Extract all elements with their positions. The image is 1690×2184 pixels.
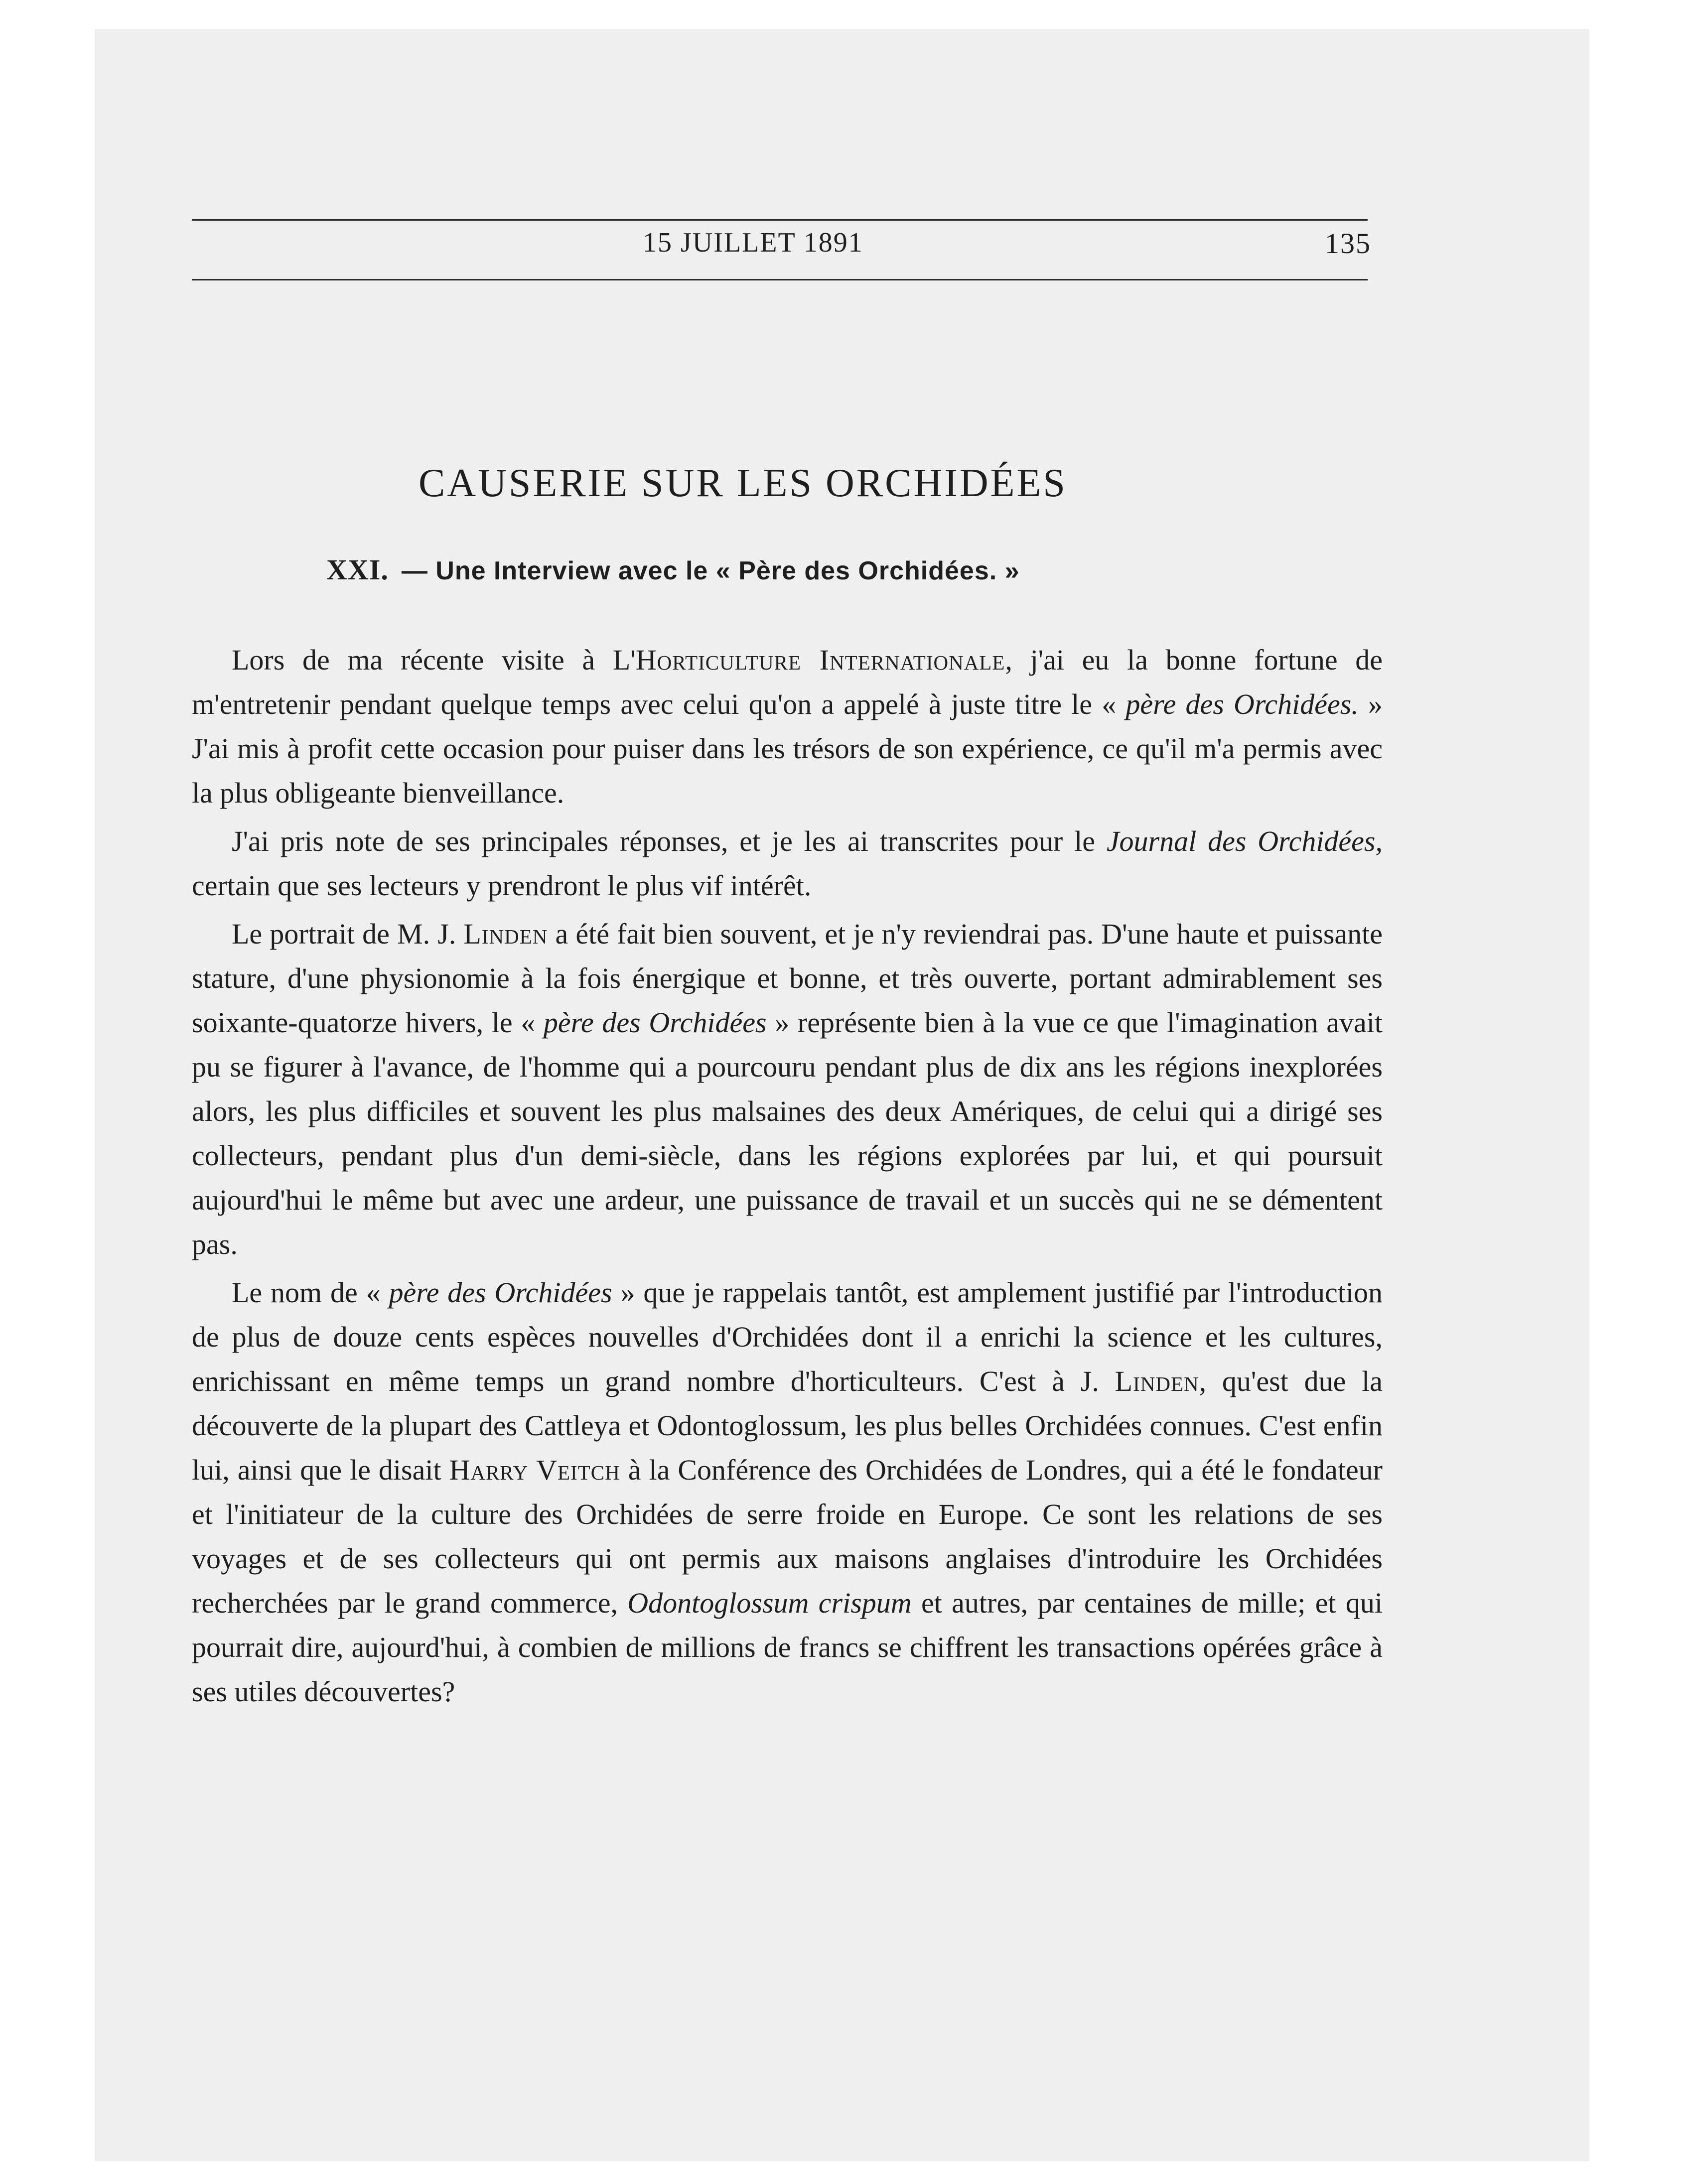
- text-run: à la Conférence des Orchidées de Londres, qui a été le fondateur et l'initiateur de la culture des Orchidées de serre froide en Europe. Ce sont les relations de ses voyages et de ses collecteurs qui ont permis aux maisons anglaises d'introduire les Orchidées recherchées par le grand commerce,: [192, 1454, 1383, 1619]
- text-run: Lors de ma récente visite à L': [232, 644, 636, 676]
- section-number: XXI.: [326, 553, 389, 586]
- running-header-date: 15 JUILLET 1891: [643, 227, 863, 258]
- text-run: » que je rappelais tantôt, est amplement justifié par l'introduction de plus de douze cents espèces nouvelles d'Orchidées dont il a enrichi la science et les cultures, enrichissant en même temps un grand nombre d'horticulteurs. C'est à J.: [192, 1276, 1383, 1397]
- text-run: Le portrait de M. J.: [232, 918, 464, 950]
- article-subtitle: [326, 553, 1020, 586]
- person-name: Linden: [1115, 1365, 1199, 1397]
- text-run: J'ai pris note de ses principales réponses, et je les ai transcrites pour le: [232, 825, 1107, 857]
- text-run: Le nom de «: [232, 1276, 389, 1309]
- header-top-rule: [192, 219, 1368, 221]
- page-number: 135: [1325, 227, 1371, 260]
- journal-title: Journal des Orchidées,: [1106, 825, 1383, 857]
- italic-run: père des Orchidées: [389, 1276, 612, 1309]
- article-title: CAUSERIE SUR LES ORCHIDÉES: [419, 461, 1067, 505]
- text-run: , qu'est due la découverte de la plupart des Cattleya et Odontoglossum, les plus belles Orchidées connues. C'est enfin lui, ainsi que le disait: [192, 1365, 1383, 1486]
- italic-run: père des Orchidées: [543, 1006, 767, 1039]
- paragraph-1: [192, 638, 1383, 815]
- text-run: a été fait bien souvent, et je n'y reviendrai pas. D'une haute et puissante stature, d'une physionomie à la fois énergique et bonne, et très ouverte, portant admirablement ses soixante-quatorze hivers, le «: [192, 918, 1383, 1039]
- text-run: et autres, par centaines de mille; et qui pourrait dire, aujourd'hui, à combien de millions de francs se chiffrent les transactions opérées grâce à ses utiles découvertes?: [192, 1587, 1383, 1708]
- species-name: Odontoglossum crispum: [627, 1587, 912, 1619]
- person-name: Harry Veitch: [449, 1454, 620, 1486]
- text-run: » J'ai mis à profit cette occasion pour puiser dans les trésors de son expérience, ce qu'il m'a permis avec la plus obligeante bienveillance.: [192, 688, 1383, 809]
- article-body: [192, 638, 1383, 1714]
- text-run: certain que ses lecteurs y prendront le plus vif intérêt.: [192, 869, 812, 902]
- italic-run: père des Orchidées.: [1126, 688, 1359, 720]
- text-run: » représente bien à la vue ce que l'imagination avait pu se figurer à l'avance, de l'homme qui a pourcouru pendant plus de dix ans les régions inexplorées alors, les plus difficiles et souvent les plus malsaines des deux Amériques, de celui qui a dirigé ses collecteurs, pendant plus d'un demi-siècle, dans les régions explorées par lui, et qui poursuit aujourd'hui le même but avec une ardeur, une puissance de travail et un succès qui ne se démentent pas.: [192, 1006, 1383, 1260]
- text-run: , j'ai eu la bonne fortune de m'entretenir pendant quelque temps avec celui qu'on a appelé à juste titre le «: [192, 644, 1383, 720]
- publisher-name: Horticulture Internationale: [635, 644, 1005, 676]
- header-bottom-rule: [192, 279, 1368, 280]
- person-name: Linden: [463, 918, 548, 950]
- paragraph-4: [192, 1270, 1383, 1714]
- paragraph-2: [192, 819, 1383, 908]
- paragraph-3: [192, 912, 1383, 1266]
- subtitle-text: — Une Interview avec le « Père des Orchidées. »: [401, 556, 1020, 585]
